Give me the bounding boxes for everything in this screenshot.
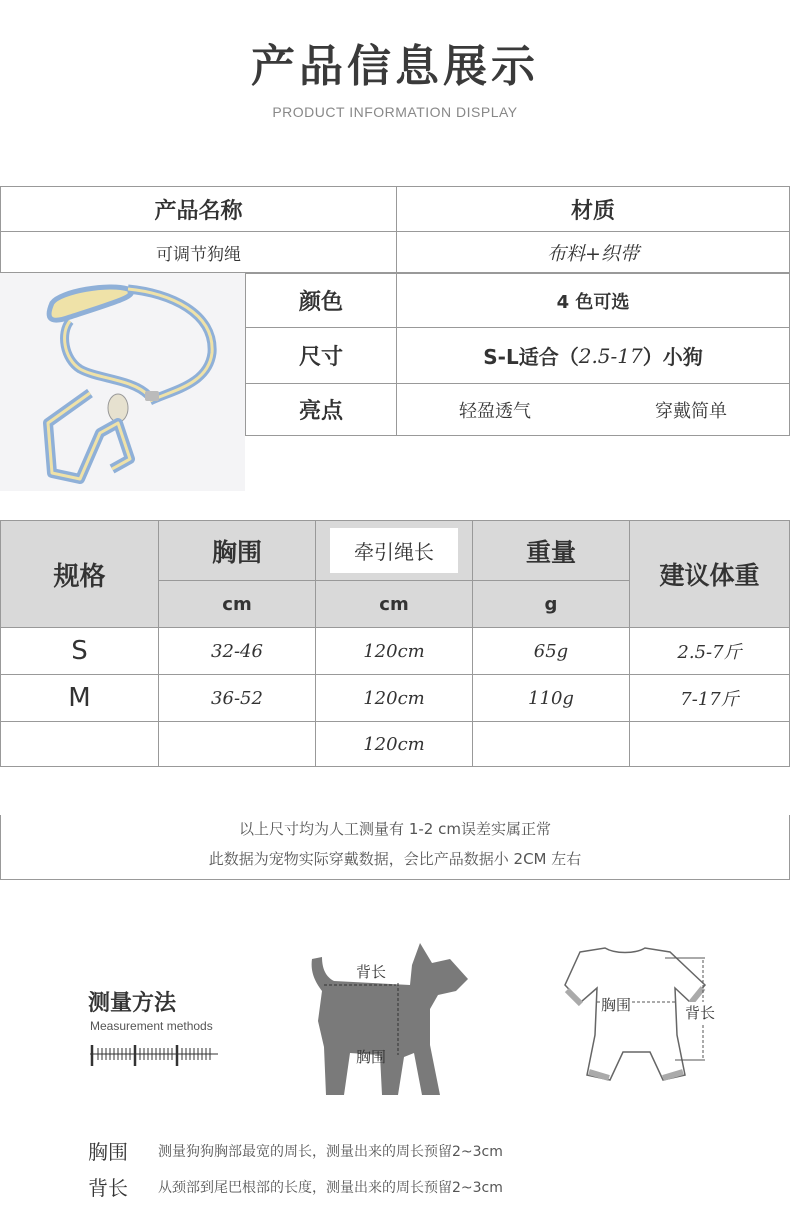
leash-cell: 120cm xyxy=(315,674,473,722)
weight-cell xyxy=(472,721,630,767)
dog-diagram xyxy=(300,935,480,1100)
weight-unit: g xyxy=(472,580,630,628)
chest-unit: cm xyxy=(158,580,316,628)
material-header: 材质 xyxy=(396,186,790,232)
ruler-icon xyxy=(88,1040,228,1070)
leash-unit: cm xyxy=(315,580,473,628)
name-value: 可调节狗绳 xyxy=(0,231,397,273)
page-subtitle: PRODUCT INFORMATION DISPLAY xyxy=(272,104,518,120)
dog-weight-cell xyxy=(629,721,790,767)
product-image xyxy=(0,273,245,491)
weight-header: 重量 xyxy=(472,520,630,581)
harness-leash-illustration xyxy=(0,273,245,491)
dog-chest-label: 胸围 xyxy=(356,1048,387,1066)
chest-cell xyxy=(158,721,316,767)
leash-cell: 120cm xyxy=(315,721,473,767)
legend-chest-desc: 测量狗狗胸部最宽的周长，测量出来的周长预留2~3cm xyxy=(158,1144,503,1160)
size-cell: S xyxy=(0,627,159,675)
legend-back-term: 背长 xyxy=(88,1176,128,1200)
chest-header: 胸围 xyxy=(158,520,316,581)
size-cell xyxy=(0,721,159,767)
dog-weight-header: 建议体重 xyxy=(629,520,790,628)
size-value: S-L适合（ 2.5-17 ）小狗 xyxy=(396,327,790,384)
spec-header: 规格 xyxy=(0,520,159,628)
dog-back-label: 背长 xyxy=(356,963,387,981)
legend-back-desc: 从颈部到尾巴根部的长度，测量出来的周长预留2~3cm xyxy=(158,1180,503,1196)
chest-cell: 36-52 xyxy=(158,674,316,722)
dog-weight-cell: 2.5-7斤 xyxy=(629,627,790,675)
dog-silhouette-icon xyxy=(300,935,480,1100)
garment-back-label: 背长 xyxy=(685,1004,716,1022)
dog-weight-cell: 7-17斤 xyxy=(629,674,790,722)
note-line-2: 此数据为宠物实际穿戴数据，会比产品数据小 2CM 左右 xyxy=(208,850,582,868)
chest-cell: 32-46 xyxy=(158,627,316,675)
garment-chest-label: 胸围 xyxy=(601,996,632,1014)
measurement-subtitle: Measurement methods xyxy=(90,1019,213,1033)
page-title: 产品信息展示 xyxy=(251,41,539,92)
weight-cell: 65g xyxy=(472,627,630,675)
highlight-label: 亮点 xyxy=(245,383,397,436)
material-value: 布料+织带 xyxy=(396,231,790,273)
leash-cell: 120cm xyxy=(315,627,473,675)
measurement-title: 测量方法 xyxy=(88,991,177,1016)
color-value: 4 色可选 xyxy=(396,273,790,328)
weight-cell: 110g xyxy=(472,674,630,722)
color-label: 颜色 xyxy=(245,273,397,328)
size-cell: M xyxy=(0,674,159,722)
note-line-1: 以上尺寸均为人工测量有 1-2 cm误差实属正常 xyxy=(239,820,551,838)
garment-diagram xyxy=(545,940,735,1100)
name-header: 产品名称 xyxy=(0,186,397,232)
legend-chest-term: 胸围 xyxy=(88,1140,128,1164)
highlight-value: 轻盈透气 穿戴简单 xyxy=(396,383,790,436)
leash-header: 牵引绳长 xyxy=(315,520,473,581)
size-label: 尺寸 xyxy=(245,327,397,384)
